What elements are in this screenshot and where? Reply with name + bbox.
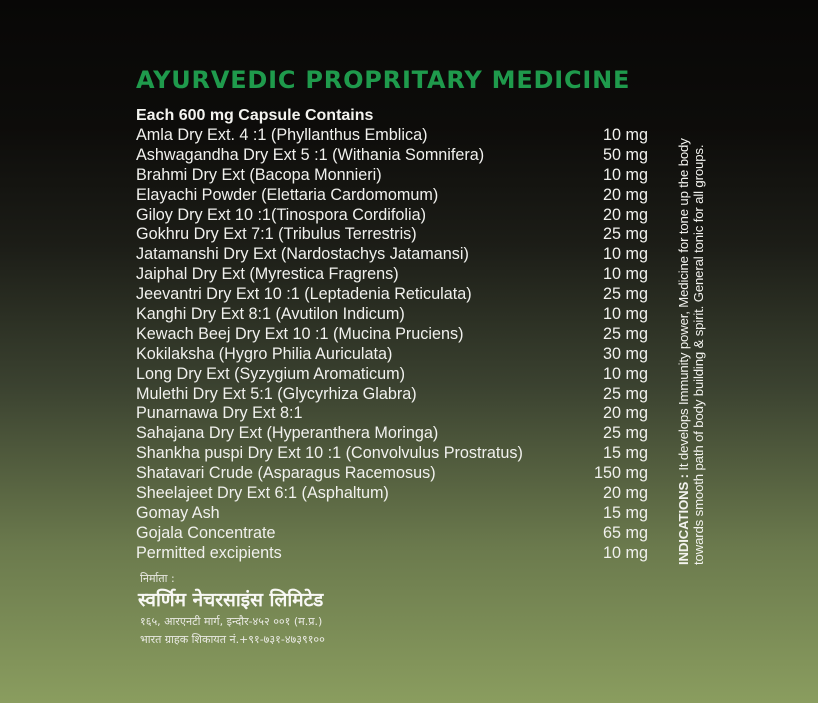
- ingredient-quantity: 65 mg: [603, 523, 648, 542]
- ingredient-quantity: 10 mg: [603, 165, 648, 184]
- indications-body: It develops Immunity power, Medicine for tone up the body towards smooth path of body building & spirit. General tonic for all groups.: [676, 138, 706, 565]
- manufacturer-label: निर्माता :: [140, 572, 175, 585]
- ingredient-name: Permitted excipients: [136, 543, 282, 562]
- ingredient-row: [136, 166, 656, 186]
- ingredient-name: Ashwagandha Dry Ext 5 :1 (Withania Somnifera): [136, 145, 485, 164]
- ingredient-row: [136, 186, 656, 206]
- ingredient-row: [136, 444, 656, 464]
- ingredient-quantity: 20 mg: [603, 484, 648, 503]
- ingredient-name: Sheelajeet Dry Ext 6:1 (Asphaltum): [136, 484, 389, 503]
- ingredient-quantity: 25 mg: [603, 285, 648, 304]
- ingredient-quantity: 15 mg: [603, 444, 648, 463]
- ingredient-row: [136, 325, 656, 345]
- ingredient-name: Kanghi Dry Ext 8:1 (Avutilon Indicum): [136, 305, 405, 324]
- ingredient-name: Punarnawa Dry Ext 8:1: [136, 404, 303, 423]
- ingredient-quantity: 25 mg: [603, 324, 648, 343]
- ingredient-name: Shankha puspi Dry Ext 10 :1 (Convolvulus Prostratus): [136, 444, 523, 463]
- ingredient-quantity: 20 mg: [603, 205, 648, 224]
- ingredient-quantity: 25 mg: [603, 225, 648, 244]
- ingredient-quantity: 10 mg: [603, 305, 648, 324]
- ingredient-row: [136, 345, 656, 365]
- ingredient-row: [136, 285, 656, 305]
- ingredient-name: Jaiphal Dry Ext (Myrestica Fragrens): [136, 265, 399, 284]
- ingredient-row: [136, 424, 656, 444]
- ingredient-quantity: 10 mg: [603, 126, 648, 144]
- ingredient-name: Elayachi Powder (Elettaria Cardomomum): [136, 185, 439, 204]
- ingredient-row: [136, 544, 656, 564]
- ingredient-name: Mulethi Dry Ext 5:1 (Glycyrhiza Glabra): [136, 384, 417, 403]
- ingredient-name: Gokhru Dry Ext 7:1 (Tribulus Terrestris): [136, 225, 417, 244]
- ingredient-name: Shatavari Crude (Asparagus Racemosus): [136, 464, 436, 483]
- ingredient-quantity: 25 mg: [603, 424, 648, 443]
- ingredient-quantity: 10 mg: [603, 364, 648, 383]
- ingredient-name: Gomay Ash: [136, 503, 220, 522]
- ingredient-name: Amla Dry Ext. 4 :1 (Phyllanthus Emblica): [136, 126, 428, 144]
- ingredient-row: [136, 484, 656, 504]
- ingredient-quantity: 10 mg: [603, 245, 648, 264]
- ingredient-row: [136, 464, 656, 484]
- ingredient-row: [136, 146, 656, 166]
- ingredient-quantity: 20 mg: [603, 185, 648, 204]
- manufacturer-address: १६५, आरएनटी मार्ग, इन्दौर-४५२ ००१ (म.प्र.): [140, 615, 323, 628]
- ingredient-name: Sahajana Dry Ext (Hyperanthera Moringa): [136, 424, 439, 443]
- ingredient-row: [136, 305, 656, 325]
- ingredient-list: [136, 126, 656, 564]
- ingredient-row: [136, 365, 656, 385]
- ingredient-name: Jeevantri Dry Ext 10 :1 (Leptadenia Reticulata): [136, 285, 472, 304]
- ingredient-name: Gojala Concentrate: [136, 523, 276, 542]
- ingredient-name: Jatamanshi Dry Ext (Nardostachys Jatamansi): [136, 245, 469, 264]
- ingredient-name: Brahmi Dry Ext (Bacopa Monnieri): [136, 165, 382, 184]
- ingredient-row: [136, 385, 656, 405]
- ingredient-row: [136, 126, 656, 146]
- ingredient-name: Giloy Dry Ext 10 :1(Tinospora Cordifolia): [136, 205, 426, 224]
- indications-text: [676, 125, 766, 565]
- indications-label: INDICATIONS :: [676, 474, 691, 565]
- ingredient-name: Long Dry Ext (Syzygium Aromaticum): [136, 364, 405, 383]
- ingredient-row: [136, 504, 656, 524]
- ingredient-row: [136, 206, 656, 226]
- consumer-complaint-phone: भारत ग्राहक शिकायत नं.+९१-७३१-४७३९१००: [140, 633, 325, 646]
- ingredient-quantity: 150 mg: [594, 464, 648, 483]
- ingredient-quantity: 20 mg: [603, 404, 648, 423]
- ingredient-quantity: 10 mg: [603, 265, 648, 284]
- capsule-contents-heading: Each 600 mg Capsule Contains: [136, 107, 374, 124]
- ingredient-quantity: 15 mg: [603, 503, 648, 522]
- ingredient-row: [136, 404, 656, 424]
- ingredient-name: Kewach Beej Dry Ext 10 :1 (Mucina Pruciens): [136, 324, 464, 343]
- ingredient-quantity: 10 mg: [603, 543, 648, 562]
- ingredient-row: [136, 245, 656, 265]
- ingredient-quantity: 25 mg: [603, 384, 648, 403]
- ingredient-quantity: 50 mg: [603, 145, 648, 164]
- ingredient-row: [136, 265, 656, 285]
- ingredient-row: [136, 225, 656, 245]
- manufacturer-name: स्वर्णिम नेचरसाइंस लिमिटेड: [138, 589, 324, 611]
- ingredient-row: [136, 524, 656, 544]
- ingredient-name: Kokilaksha (Hygro Philia Auriculata): [136, 344, 393, 363]
- ingredient-quantity: 30 mg: [603, 344, 648, 363]
- product-title: AYURVEDIC PROPRITARY MEDICINE: [136, 66, 631, 94]
